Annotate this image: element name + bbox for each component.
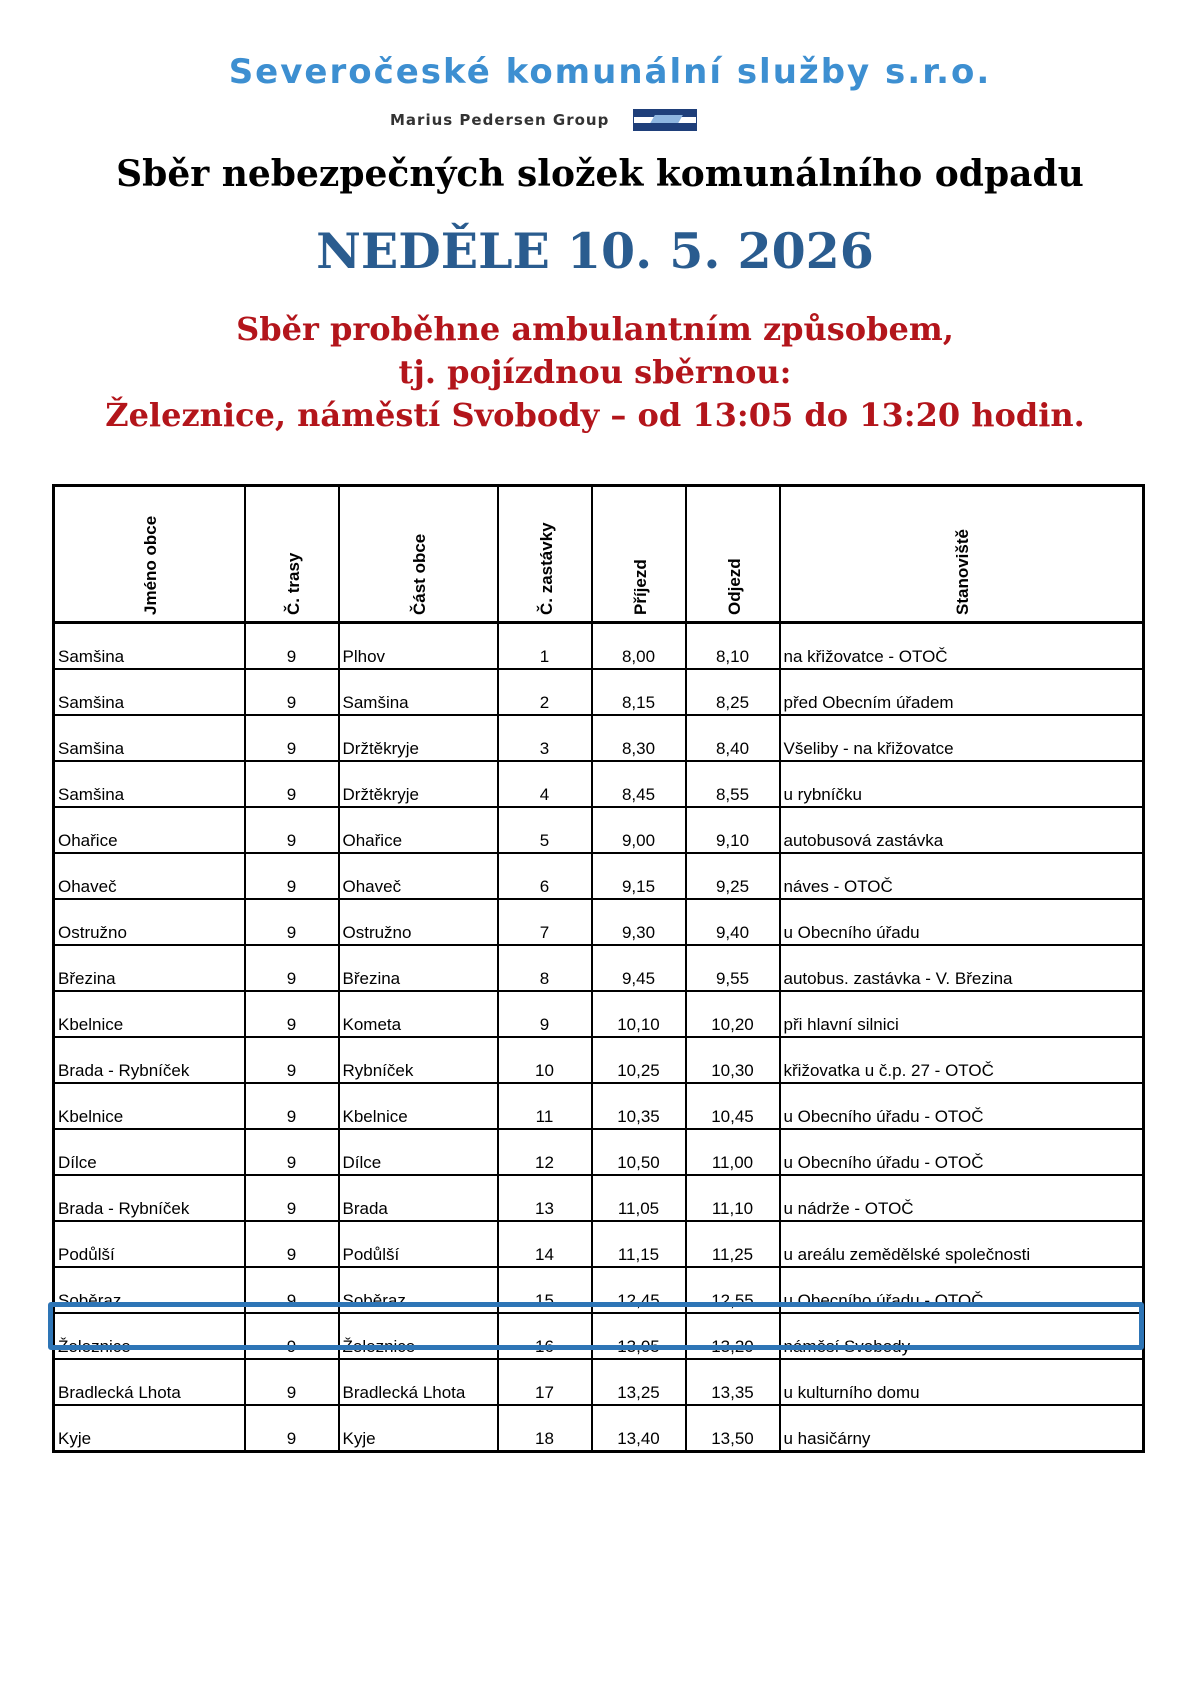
cell-municipality: Podůlší (54, 1221, 245, 1267)
cell-district: Ohaveč (339, 853, 498, 899)
col-header-district: Část obce (339, 486, 498, 623)
cell-route: 9 (245, 715, 339, 761)
cell-municipality: Brada - Rybníček (54, 1037, 245, 1083)
cell-departure: 12,55 (686, 1267, 780, 1313)
notice-line-2: tj. pojízdnou sběrnou: (398, 353, 792, 391)
cell-arrival: 13,25 (592, 1359, 686, 1405)
cell-location: před Obecním úřadem (780, 669, 1144, 715)
company-name: Severočeské komunální služby s.r.o. (228, 52, 992, 92)
col-header-route: Č. trasy (245, 486, 339, 623)
col-header-municipality: Jméno obce (54, 486, 245, 623)
table-row (54, 899, 1144, 945)
cell-stop: 4 (498, 761, 592, 807)
cell-stop: 12 (498, 1129, 592, 1175)
col-header-stop: Č. zastávky (498, 486, 592, 623)
cell-stop: 6 (498, 853, 592, 899)
cell-district: Držtěkryje (339, 715, 498, 761)
cell-departure: 11,10 (686, 1175, 780, 1221)
cell-location: u Obecního úřadu - OTOČ (780, 1129, 1144, 1175)
cell-municipality: Dílce (54, 1129, 245, 1175)
cell-location: u hasičárny (780, 1405, 1144, 1452)
cell-stop: 11 (498, 1083, 592, 1129)
table-row (54, 623, 1144, 670)
cell-arrival: 11,05 (592, 1175, 686, 1221)
table-row (54, 945, 1144, 991)
table-row (54, 991, 1144, 1037)
cell-route: 9 (245, 1083, 339, 1129)
cell-municipality: Brada - Rybníček (54, 1175, 245, 1221)
cell-municipality: Kyje (54, 1405, 245, 1452)
cell-departure: 9,10 (686, 807, 780, 853)
cell-location: na křižovatce - OTOČ (780, 623, 1144, 670)
table-row (54, 1037, 1144, 1083)
cell-route: 9 (245, 669, 339, 715)
table-row (54, 1083, 1144, 1129)
col-header-arrival: Příjezd (592, 486, 686, 623)
notice-line-1: Sběr proběhne ambulantním způsobem, (236, 310, 954, 348)
cell-route: 9 (245, 945, 339, 991)
cell-location: u Obecního úřadu (780, 899, 1144, 945)
cell-stop: 13 (498, 1175, 592, 1221)
cell-stop: 10 (498, 1037, 592, 1083)
cell-route: 9 (245, 991, 339, 1037)
cell-route: 9 (245, 853, 339, 899)
cell-location: u nádrže - OTOČ (780, 1175, 1144, 1221)
cell-arrival: 9,30 (592, 899, 686, 945)
cell-departure: 13,35 (686, 1359, 780, 1405)
cell-district: Železnice (339, 1313, 498, 1359)
table-row (54, 761, 1144, 807)
highlighted-row-frame (48, 1302, 1144, 1350)
cell-route: 9 (245, 1359, 339, 1405)
cell-location: náves - OTOČ (780, 853, 1144, 899)
cell-district: Soběraz (339, 1267, 498, 1313)
cell-departure: 8,40 (686, 715, 780, 761)
cell-location: u areálu zemědělské společnosti (780, 1221, 1144, 1267)
cell-district: Rybníček (339, 1037, 498, 1083)
cell-route: 9 (245, 1267, 339, 1313)
cell-stop: 18 (498, 1405, 592, 1452)
table-row (54, 669, 1144, 715)
cell-stop: 8 (498, 945, 592, 991)
cell-arrival: 9,45 (592, 945, 686, 991)
cell-departure: 8,25 (686, 669, 780, 715)
cell-district: Březina (339, 945, 498, 991)
group-logo-icon (633, 109, 697, 131)
cell-arrival: 8,45 (592, 761, 686, 807)
cell-location: u kulturního domu (780, 1359, 1144, 1405)
cell-departure: 8,10 (686, 623, 780, 670)
cell-stop: 14 (498, 1221, 592, 1267)
cell-municipality: Kbelnice (54, 991, 245, 1037)
notice-line-3: Železnice, náměstí Svobody – od 13:05 do 13:20 hodin. (105, 396, 1085, 434)
cell-municipality: Soběraz (54, 1267, 245, 1313)
cell-arrival: 8,15 (592, 669, 686, 715)
cell-district: Brada (339, 1175, 498, 1221)
cell-municipality: Samšina (54, 669, 245, 715)
cell-municipality: Železnice (54, 1313, 245, 1359)
cell-stop: 2 (498, 669, 592, 715)
cell-district: Kbelnice (339, 1083, 498, 1129)
cell-arrival: 11,15 (592, 1221, 686, 1267)
group-row (390, 108, 697, 132)
cell-location: křižovatka u č.p. 27 - OTOČ (780, 1037, 1144, 1083)
cell-arrival: 10,25 (592, 1037, 686, 1083)
cell-district: Kometa (339, 991, 498, 1037)
cell-route: 9 (245, 1037, 339, 1083)
cell-municipality: Samšina (54, 623, 245, 670)
cell-route: 9 (245, 623, 339, 670)
cell-location: u rybníčku (780, 761, 1144, 807)
cell-arrival: 9,00 (592, 807, 686, 853)
cell-arrival: 10,10 (592, 991, 686, 1037)
cell-municipality: Samšina (54, 715, 245, 761)
cell-route: 9 (245, 807, 339, 853)
cell-departure: 9,55 (686, 945, 780, 991)
cell-district: Plhov (339, 623, 498, 670)
group-name: Marius Pedersen Group (390, 111, 610, 129)
table-row (54, 1129, 1144, 1175)
table-row (54, 1175, 1144, 1221)
cell-district: Dílce (339, 1129, 498, 1175)
table-row (54, 715, 1144, 761)
cell-municipality: Bradlecká Lhota (54, 1359, 245, 1405)
cell-arrival: 12,45 (592, 1267, 686, 1313)
cell-arrival: 10,50 (592, 1129, 686, 1175)
cell-location: při hlavní silnici (780, 991, 1144, 1037)
cell-location: náměsí Svobody (780, 1313, 1144, 1359)
cell-arrival: 13,05 (592, 1313, 686, 1359)
cell-arrival: 9,15 (592, 853, 686, 899)
cell-stop: 16 (498, 1313, 592, 1359)
cell-location: autobusová zastávka (780, 807, 1144, 853)
cell-departure: 9,40 (686, 899, 780, 945)
document-title: Sběr nebezpečných složek komunálního odpadu (116, 153, 1084, 195)
cell-stop: 15 (498, 1267, 592, 1313)
cell-stop: 17 (498, 1359, 592, 1405)
cell-departure: 9,25 (686, 853, 780, 899)
cell-municipality: Samšina (54, 761, 245, 807)
cell-district: Ohařice (339, 807, 498, 853)
table-row (54, 853, 1144, 899)
cell-district: Bradlecká Lhota (339, 1359, 498, 1405)
table-header-row (54, 486, 1144, 623)
table-row (54, 1405, 1144, 1452)
cell-arrival: 13,40 (592, 1405, 686, 1452)
cell-departure: 10,30 (686, 1037, 780, 1083)
cell-municipality: Kbelnice (54, 1083, 245, 1129)
cell-location: autobus. zastávka - V. Březina (780, 945, 1144, 991)
cell-route: 9 (245, 1175, 339, 1221)
cell-departure: 13,20 (686, 1313, 780, 1359)
cell-municipality: Ohařice (54, 807, 245, 853)
cell-departure: 11,00 (686, 1129, 780, 1175)
cell-municipality: Ohaveč (54, 853, 245, 899)
cell-stop: 1 (498, 623, 592, 670)
cell-route: 9 (245, 899, 339, 945)
cell-stop: 3 (498, 715, 592, 761)
cell-district: Držtěkryje (339, 761, 498, 807)
cell-route: 9 (245, 1313, 339, 1359)
cell-departure: 13,50 (686, 1405, 780, 1452)
cell-arrival: 8,30 (592, 715, 686, 761)
col-header-departure: Odjezd (686, 486, 780, 623)
cell-municipality: Březina (54, 945, 245, 991)
cell-departure: 8,55 (686, 761, 780, 807)
cell-location: Všeliby - na křižovatce (780, 715, 1144, 761)
cell-arrival: 10,35 (592, 1083, 686, 1129)
cell-route: 9 (245, 1221, 339, 1267)
cell-municipality: Ostružno (54, 899, 245, 945)
table-row (54, 1359, 1144, 1405)
cell-district: Podůlší (339, 1221, 498, 1267)
cell-stop: 7 (498, 899, 592, 945)
cell-district: Ostružno (339, 899, 498, 945)
collection-date: NEDĚLE 10. 5. 2026 (316, 222, 874, 280)
cell-route: 9 (245, 761, 339, 807)
cell-district: Samšina (339, 669, 498, 715)
table-row (54, 807, 1144, 853)
cell-departure: 11,25 (686, 1221, 780, 1267)
cell-stop: 5 (498, 807, 592, 853)
cell-departure: 10,45 (686, 1083, 780, 1129)
cell-route: 9 (245, 1129, 339, 1175)
cell-location: u Obecního úřadu - OTOČ (780, 1083, 1144, 1129)
table-row (54, 1221, 1144, 1267)
cell-departure: 10,20 (686, 991, 780, 1037)
cell-stop: 9 (498, 991, 592, 1037)
cell-route: 9 (245, 1405, 339, 1452)
col-header-location: Stanoviště (780, 486, 1144, 623)
cell-location: u Obecního úřadu - OTOČ (780, 1267, 1144, 1313)
cell-district: Kyje (339, 1405, 498, 1452)
cell-arrival: 8,00 (592, 623, 686, 670)
